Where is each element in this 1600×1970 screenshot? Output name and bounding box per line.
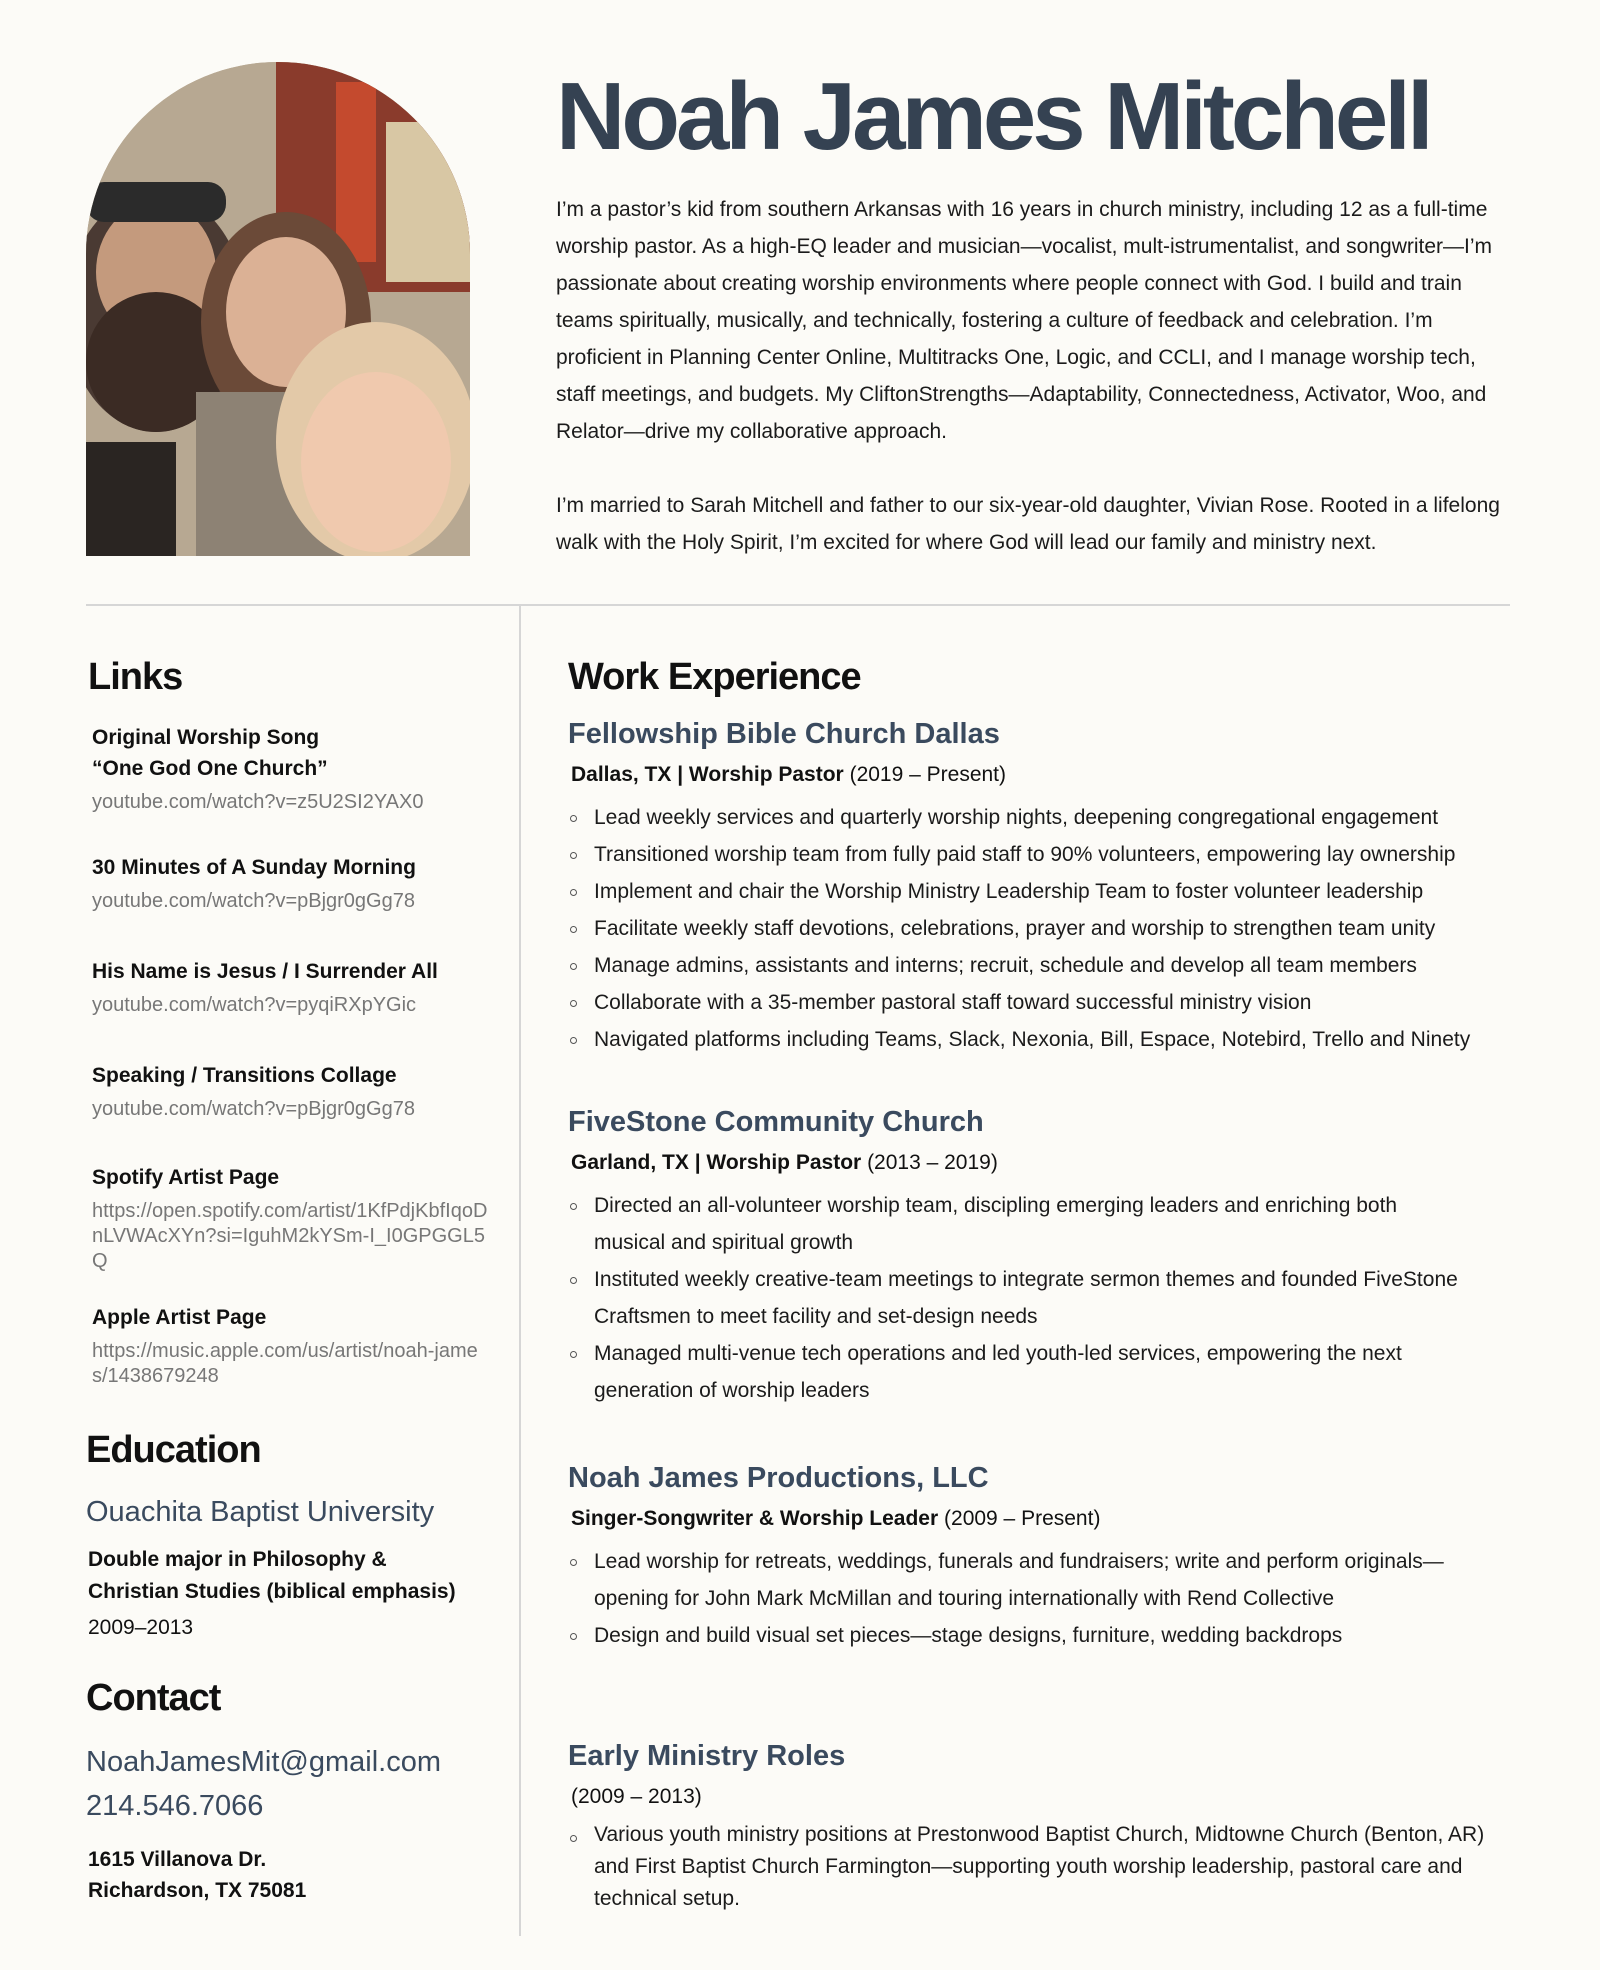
link-item[interactable] <box>92 956 492 1018</box>
contact-phone[interactable]: 214.546.7066 <box>86 1790 264 1822</box>
job-bullet: Various youth ministry positions at Prestonwood Baptist Church, Midtowne Church (Benton, AR) and First Baptist Church Farmington—supporting youth worship leadership, pastoral care and technical setup. <box>568 1819 1508 1915</box>
link-url[interactable]: youtube.com/watch?v=pBjgr0gGg78 <box>92 1098 415 1120</box>
job-bullet: Manage admins, assistants and interns; recruit, schedule and develop all team members <box>568 947 1518 984</box>
school-name: Ouachita Baptist University <box>86 1496 435 1528</box>
job-bullets <box>568 799 1518 1058</box>
degree: Double major in Philosophy & Christian Studies (biblical emphasis) <box>88 1548 456 1603</box>
link-item[interactable] <box>92 1162 492 1274</box>
bio <box>556 191 1516 598</box>
job-entry <box>568 1740 1518 1915</box>
education-years: 2009–2013 <box>88 1616 194 1639</box>
job-meta <box>568 1507 1518 1531</box>
job-dates: (2019 – Present) <box>849 763 1007 786</box>
job-company: Fellowship Bible Church Dallas <box>568 718 1000 750</box>
link-url[interactable]: youtube.com/watch?v=z5U2SI2YAX0 <box>92 791 424 813</box>
links-heading: Links <box>88 656 183 698</box>
link-item[interactable] <box>92 852 492 914</box>
job-entry <box>568 1106 1518 1409</box>
bio-paragraph: I’m married to Sarah Mitchell and father to our six-year-old daughter, Vivian Rose. Rooted in a lifelong walk with the Holy Spirit, I’m excited for where God will lead our family and ministry next. <box>556 494 1500 554</box>
link-item[interactable] <box>92 1302 492 1389</box>
job-entry <box>568 1462 1518 1654</box>
job-bullet: Collaborate with a 35-member pastoral staff toward successful ministry vision <box>568 984 1518 1021</box>
job-entry <box>568 718 1518 1058</box>
link-title: Apple Artist Page <box>92 1306 267 1329</box>
job-company: Early Ministry Roles <box>568 1740 846 1772</box>
job-bullet: Managed multi-venue tech operations and led youth-led services, empowering the next generation of worship leaders <box>568 1335 1468 1409</box>
job-bullet: Lead weekly services and quarterly worship nights, deepening congregational engagement <box>568 799 1518 836</box>
link-url[interactable]: youtube.com/watch?v=pyqiRXpYGic <box>92 994 417 1016</box>
contact-email[interactable]: NoahJamesMit@gmail.com <box>86 1746 441 1778</box>
link-title: Original Worship Song “One God One Church” <box>92 726 328 780</box>
link-url[interactable]: https://open.spotify.com/artist/1KfPdjKbfIqoDnLVWAcXYn?si=IguhM2kYSm-I_I0GPGGL5Q <box>92 1200 488 1272</box>
job-role: Singer-Songwriter & Worship Leader <box>571 1507 939 1530</box>
link-item[interactable] <box>92 722 492 815</box>
work-heading: Work Experience <box>568 656 861 698</box>
column-divider <box>519 604 521 1936</box>
page-title: Noah James Mitchell <box>556 63 1430 170</box>
job-role: Dallas, TX | Worship Pastor <box>571 763 844 786</box>
job-bullet: Lead worship for retreats, weddings, funerals and fundraisers; write and perform originals—opening for John Mark McMillan and touring internationally with Rend Collective <box>568 1543 1488 1617</box>
job-bullet: Transitioned worship team from fully paid staff to 90% volunteers, empowering lay ownership <box>568 836 1518 873</box>
job-meta <box>568 763 1518 787</box>
job-bullet: Implement and chair the Worship Ministry Leadership Team to foster volunteer leadership <box>568 873 1518 910</box>
link-title: 30 Minutes of A Sunday Morning <box>92 856 416 879</box>
job-bullet: Navigated platforms including Teams, Slack, Nexonia, Bill, Espace, Notebird, Trello and Ninety <box>568 1021 1518 1058</box>
job-bullet: Instituted weekly creative-team meetings to integrate sermon themes and founded FiveStone Craftsmen to meet facility and set-design needs <box>568 1261 1468 1335</box>
job-bullets <box>568 1187 1468 1409</box>
education-heading: Education <box>86 1429 261 1471</box>
job-bullet: Facilitate weekly staff devotions, celebrations, prayer and worship to strengthen team unity <box>568 910 1518 947</box>
job-bullets <box>568 1819 1508 1915</box>
job-bullets <box>568 1543 1488 1654</box>
family-photo-illustration <box>86 62 470 556</box>
divider <box>86 604 1510 606</box>
job-company: Noah James Productions, LLC <box>568 1462 989 1494</box>
job-meta <box>568 1151 1518 1175</box>
job-bullet: Directed an all-volunteer worship team, discipling emerging leaders and enriching both musical and spiritual growth <box>568 1187 1468 1261</box>
link-title: His Name is Jesus / I Surrender All <box>92 960 438 983</box>
contact-heading: Contact <box>86 1677 221 1719</box>
profile-photo <box>86 62 470 556</box>
link-title: Speaking / Transitions Collage <box>92 1064 397 1087</box>
job-dates: (2009 – 2013) <box>571 1785 702 1808</box>
job-role: Garland, TX | Worship Pastor <box>571 1151 862 1174</box>
bio-paragraph: I’m a pastor’s kid from southern Arkansas with 16 years in church ministry, including 12 as a full-time worship pastor. As a high-EQ leader and musician—vocalist, mult-istrumentalist, and songwriter—I’m passionate about creating worship environments where people connect with God. I build and train teams spiritually, musically, and technically, fostering a culture of feedback and celebration. I’m proficient in Planning Center Online, Multitracks One, Logic, and CCLI, and I manage worship tech, staff meetings, and budgets. My CliftonStrengths—Adaptability, Connectedness, Activator, Woo, and Relator—drive my collaborative approach. <box>556 198 1493 443</box>
job-dates: (2009 – Present) <box>944 1507 1101 1530</box>
job-dates: (2013 – 2019) <box>867 1151 998 1174</box>
contact-address: 1615 Villanova Dr. Richardson, TX 75081 <box>88 1848 307 1902</box>
job-meta <box>568 1785 1518 1809</box>
job-bullet: Design and build visual set pieces—stage designs, furniture, wedding backdrops <box>568 1617 1488 1654</box>
link-item[interactable] <box>92 1060 492 1122</box>
job-company: FiveStone Community Church <box>568 1106 984 1138</box>
link-url[interactable]: youtube.com/watch?v=pBjgr0gGg78 <box>92 890 415 912</box>
link-url[interactable]: https://music.apple.com/us/artist/noah-james/1438679248 <box>92 1340 478 1387</box>
link-title: Spotify Artist Page <box>92 1166 280 1189</box>
